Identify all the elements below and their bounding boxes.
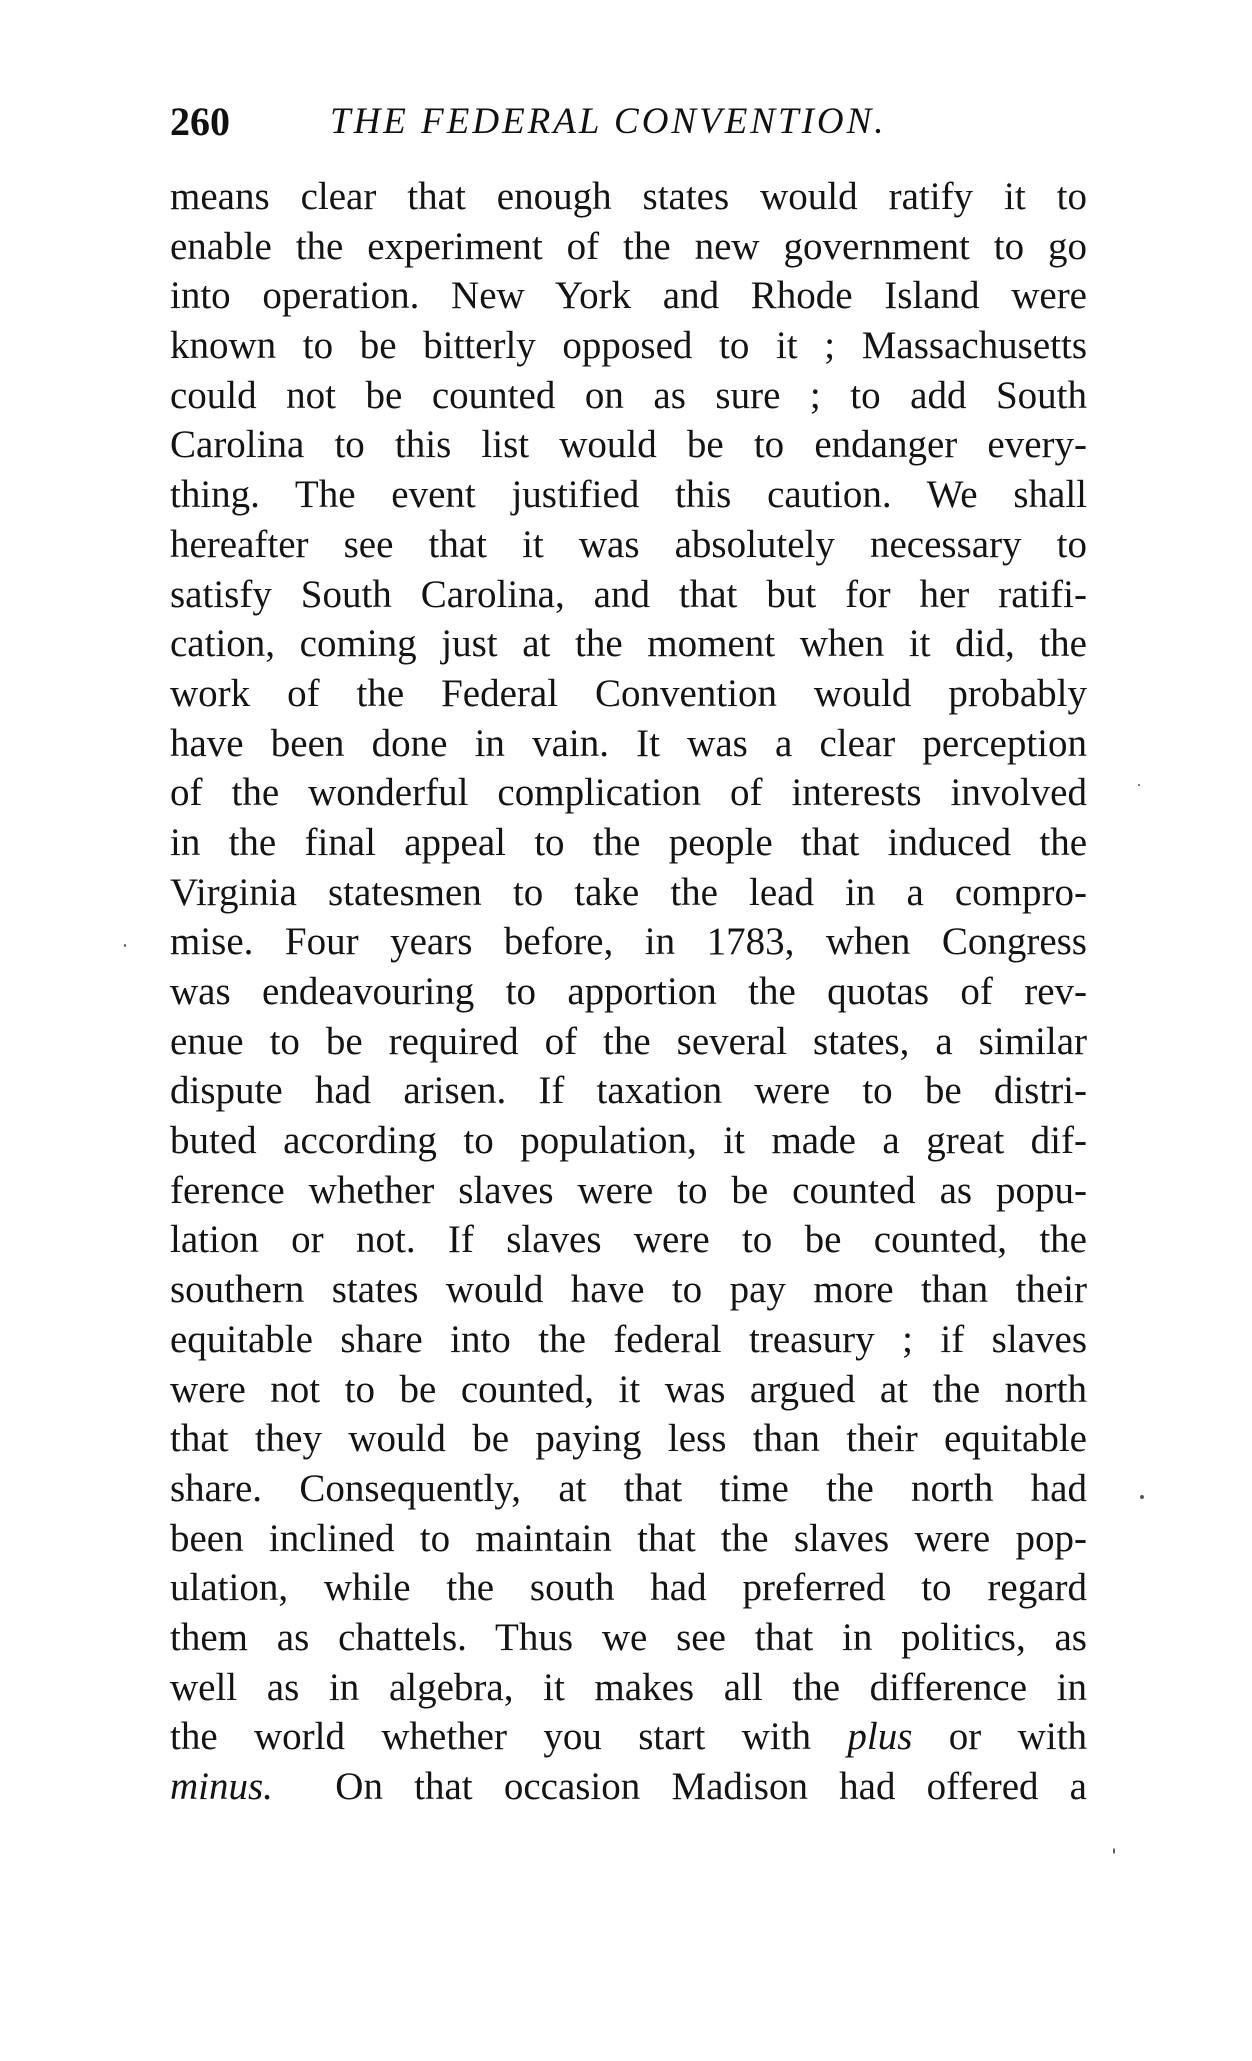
text-line: was endeavouring to apportion the quotas of rev- [170, 970, 1087, 1013]
text-line: Carolina to this list would be to endanger every- [170, 423, 1087, 467]
text-line: means clear that enough states would ratify it to [170, 175, 1087, 218]
text-line: ulation, while the south had preferred to regard [170, 1566, 1087, 1610]
text-line: known to be bitterly opposed to it ; Massachusetts [170, 324, 1087, 368]
text-line: mise. Four years before, in 1783, when Congress [170, 920, 1087, 964]
text-line: into operation. New York and Rhode Island were [170, 274, 1087, 318]
text-line: that they would be paying less than their equitable [170, 1417, 1087, 1461]
text-line: been inclined to maintain that the slaves were pop- [170, 1516, 1087, 1560]
text-line [170, 1762, 1087, 1812]
text-run: the world whether you start with [170, 1715, 848, 1759]
body-text [170, 172, 1087, 1812]
text-line: equitable share into the federal treasury ; if slaves [170, 1317, 1087, 1361]
text-line: southern states would have to pay more than their [170, 1268, 1087, 1312]
text-line: enable the experiment of the new government to go [170, 224, 1087, 268]
text-line: them as chattels. Thus we see that in politics, as [170, 1615, 1087, 1659]
text-line: cation, coming just at the moment when it did, the [170, 622, 1087, 666]
text-line: satisfy South Carolina, and that but for her ratifi- [170, 572, 1087, 616]
page-number: 260 [170, 99, 230, 144]
text-line: in the final appeal to the people that induced the [170, 820, 1087, 864]
text-line: share. Consequently, at that time the north had [170, 1466, 1087, 1510]
text-line: hereafter see that it was absolutely necessary to [170, 522, 1087, 566]
text-line: thing. The event justified this caution. We shall [170, 473, 1087, 517]
text-line: lation or not. If slaves were to be counted, the [170, 1218, 1087, 1262]
text-line: could not be counted on as sure ; to add South [170, 373, 1087, 417]
text-line: were not to be counted, it was argued at the north [170, 1367, 1087, 1411]
running-head [170, 92, 1090, 152]
text-run: On that occasion Madison had offered a [272, 1765, 1087, 1808]
italic-word: plus [847, 1715, 913, 1759]
italic-word: minus. [170, 1765, 273, 1808]
text-line: Virginia statesmen to take the lead in a compro- [170, 870, 1087, 914]
text-line: dispute had arisen. If taxation were to be distri- [170, 1069, 1087, 1113]
print-speck [1140, 1495, 1144, 1499]
text-line: have been done in vain. It was a clear perception [170, 721, 1087, 765]
running-title: THE FEDERAL CONVENTION. [330, 101, 887, 142]
text-line: enue to be required of the several states, a similar [170, 1019, 1087, 1063]
text-run: or with [912, 1715, 1087, 1759]
text-line [170, 1712, 1087, 1762]
text-line: well as in algebra, it makes all the difference in [170, 1665, 1087, 1709]
print-speck [1138, 784, 1140, 786]
text-line: of the wonderful complication of interests involved [170, 771, 1087, 815]
text-line: ference whether slaves were to be counted as popu- [170, 1168, 1087, 1212]
text-line: work of the Federal Convention would probably [170, 671, 1087, 715]
print-speck [124, 944, 126, 947]
print-speck [1113, 1848, 1115, 1854]
text-line: buted according to population, it made a great dif- [170, 1119, 1087, 1163]
